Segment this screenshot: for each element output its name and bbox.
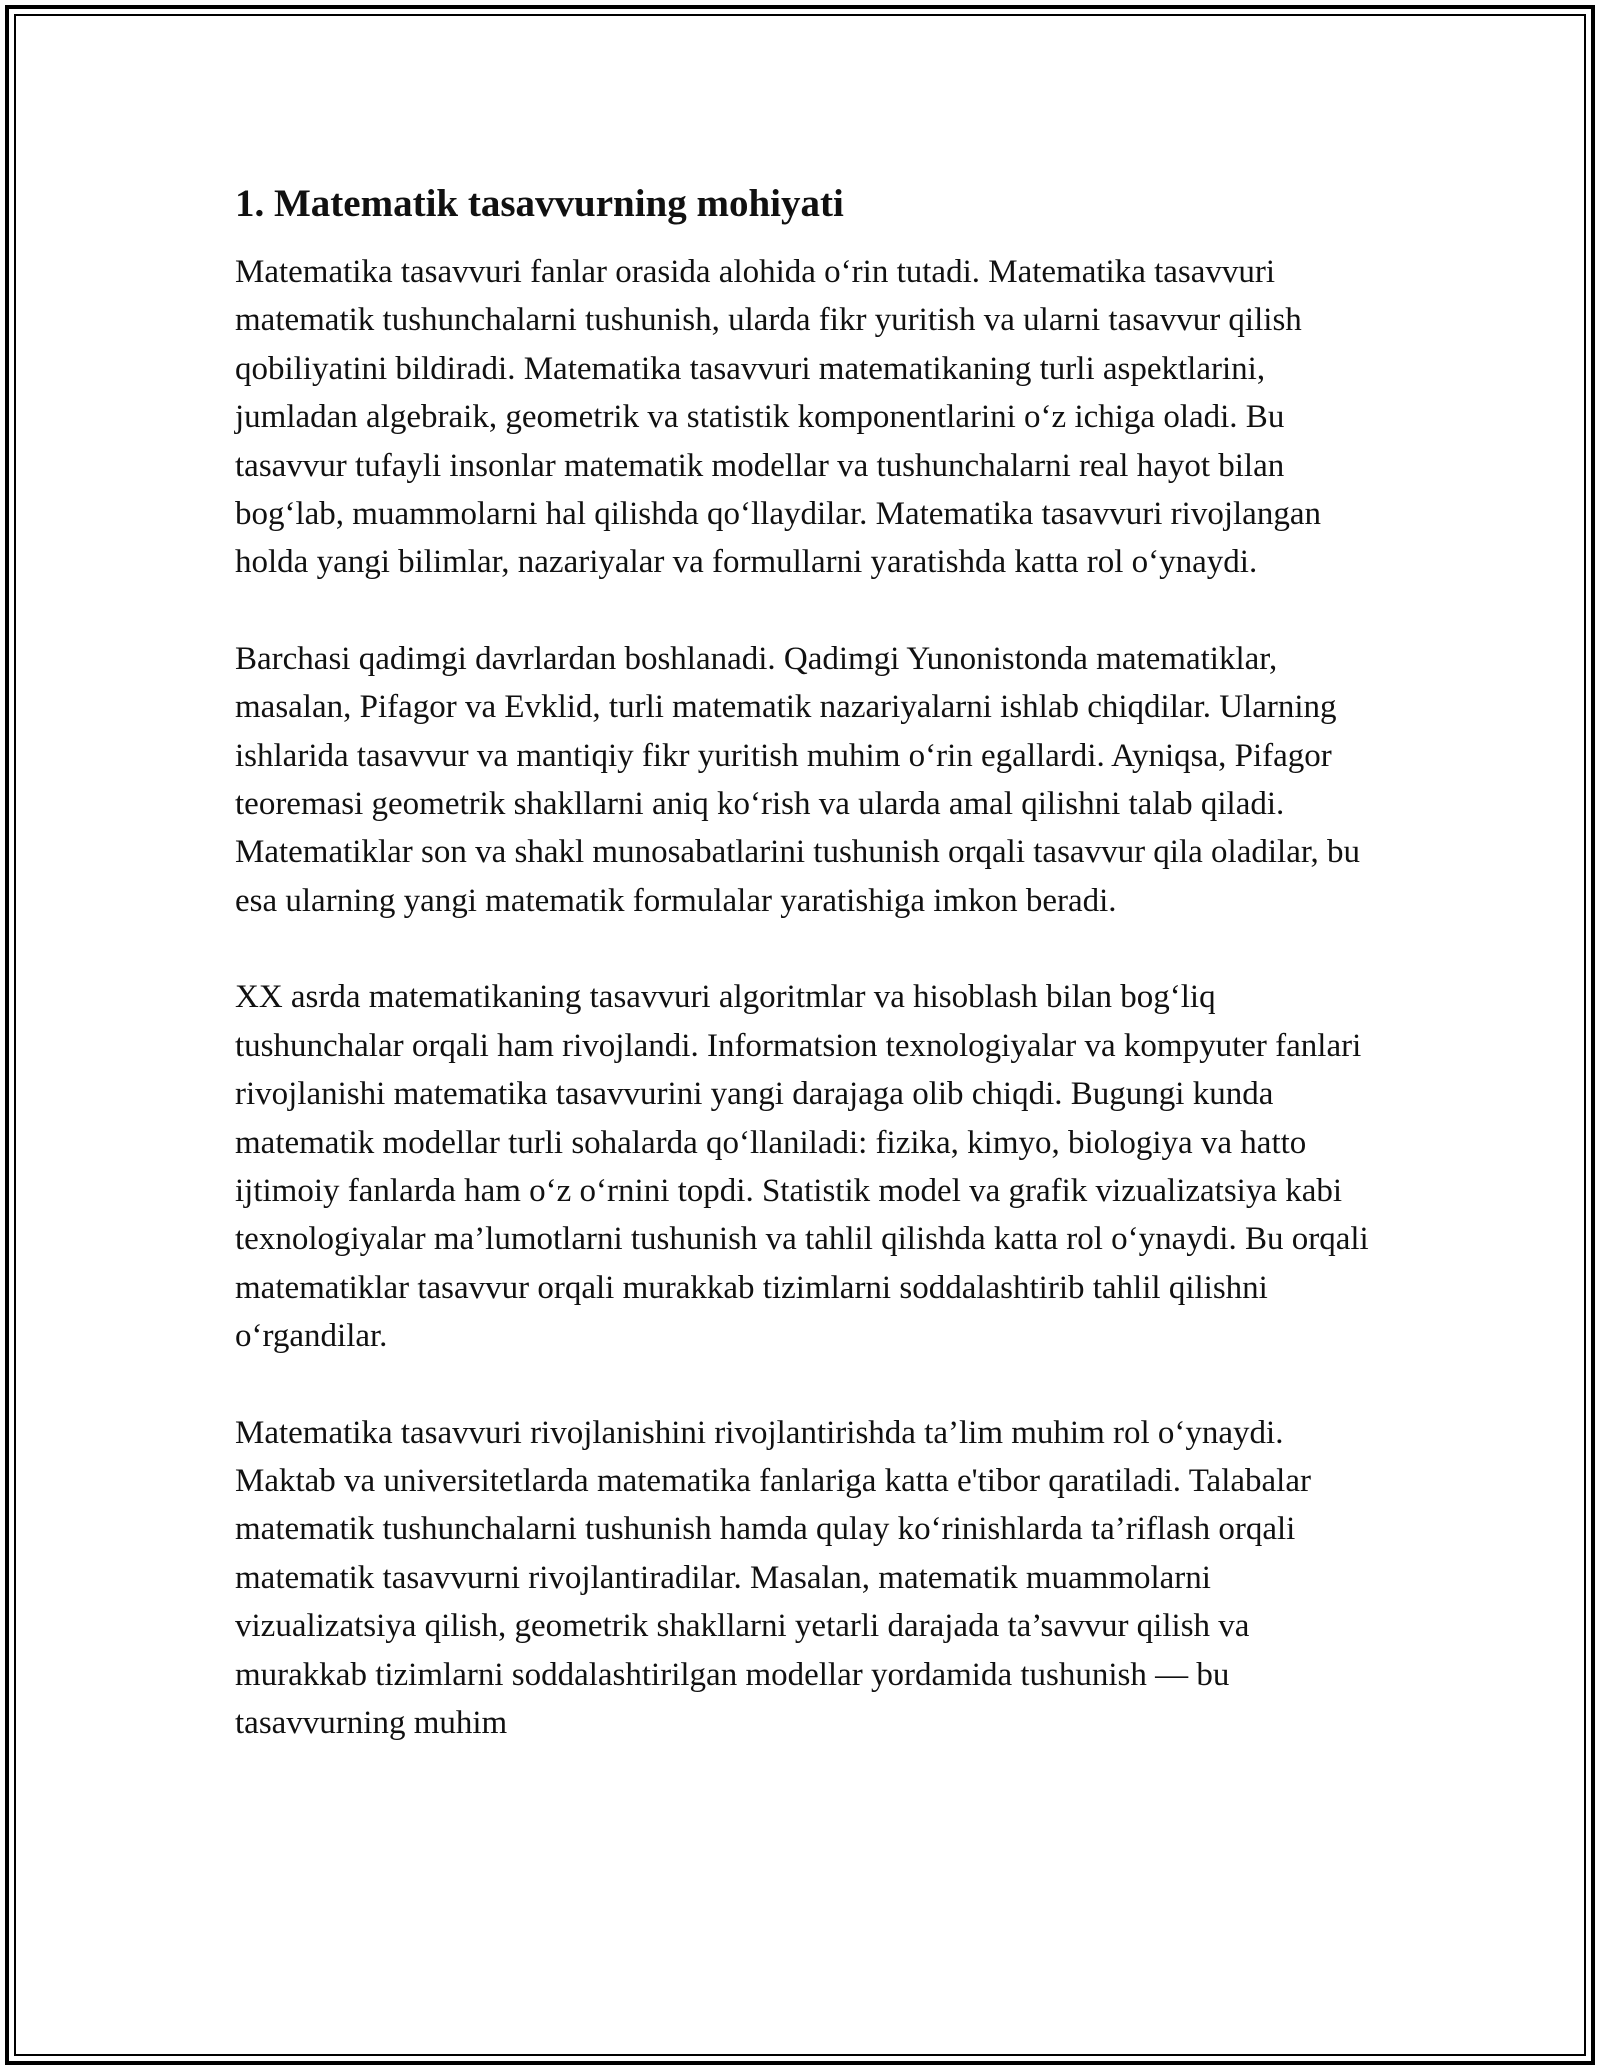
section-heading: 1. Matematik tasavvurning mohiyati	[235, 182, 844, 225]
paragraph-education: Matematika tasavvuri rivojlanishini rivojlantirishda ta’lim muhim rol o‘ynaydi. Maktab va universitetlarda matematika fanlariga katta e'tibor qaratiladi. Talabalar matematik tushunchalarni tushunish hamda qulay ko‘rinishlarda ta’riflash orqali matematik tasavvurni rivojlantiradilar. Masalan, matematik muammolarni vizualizatsiya qilish, geometrik shakllarni yetarli darajada ta’savvur qilish va murakkab tizimlarni soddalashtirilgan modellar yordamida tushunish — bu tasavvurning muhim	[235, 1414, 1311, 1741]
paragraph-twentieth-century: XX asrda matematikaning tasavvuri algoritmlar va hisoblash bilan bog‘liq tushunchalar orqali ham rivojlandi. Informatsion texnologiyalar va kompyuter fanlari rivojlanishi matematika tasavvurini yangi darajaga olib chiqdi. Bugungi kunda matematik modellar turli sohalarda qo‘llaniladi: fizika, kimyo, biologiya va hatto ijtimoiy fanlarda ham o‘z o‘rnini topdi. Statistik model va grafik vizualizatsiya kabi texnologiyalar ma’lumotlarni tushunish va tahlil qilishda katta rol o‘ynaydi. Bu orqali matematiklar tasavvur orqali murakkab tizimlarni soddalashtirib tahlil qilishni o‘rgandilar.	[235, 979, 1369, 1355]
paragraph-history: Barchasi qadimgi davrlardan boshlanadi. Qadimgi Yunonistonda matematiklar, masalan, Pifagor va Evklid, turli matematik nazariyalarni ishlab chiqdilar. Ularning ishlarida tasavvur va mantiqiy fikr yuritish muhim o‘rin egallardi. Ayniqsa, Pifagor teoremasi geometrik shakllarni aniq ko‘rish va ularda amal qilishni talab qiladi. Matematiklar son va shakl munosabatlarini tushunish orqali tasavvur qila oladilar, bu esa ularning yangi matematik formulalar yaratishiga imkon beradi.	[235, 640, 1361, 919]
paragraph-intro: Matematika tasavvuri fanlar orasida alohida o‘rin tutadi. Matematika tasavvuri matematik tushunchalarni tushunish, ularda fikr yuritish va ularni tasavvur qilish qobiliyatini bildiradi. Matematika tasavvuri matematikaning turli aspektlarini, jumladan algebraik, geometrik va statistik komponentlarini o‘z ichiga oladi. Bu tasavvur tufayli insonlar matematik modellar va tushunchalarni real hayot bilan bog‘lab, muammolarni hal qilishda qo‘llaydilar. Matematika tasavvuri rivojlangan holda yangi bilimlar, nazariyalar va formullarni yaratishda katta rol o‘ynaydi.	[235, 254, 1321, 581]
document-body	[235, 178, 1375, 1795]
